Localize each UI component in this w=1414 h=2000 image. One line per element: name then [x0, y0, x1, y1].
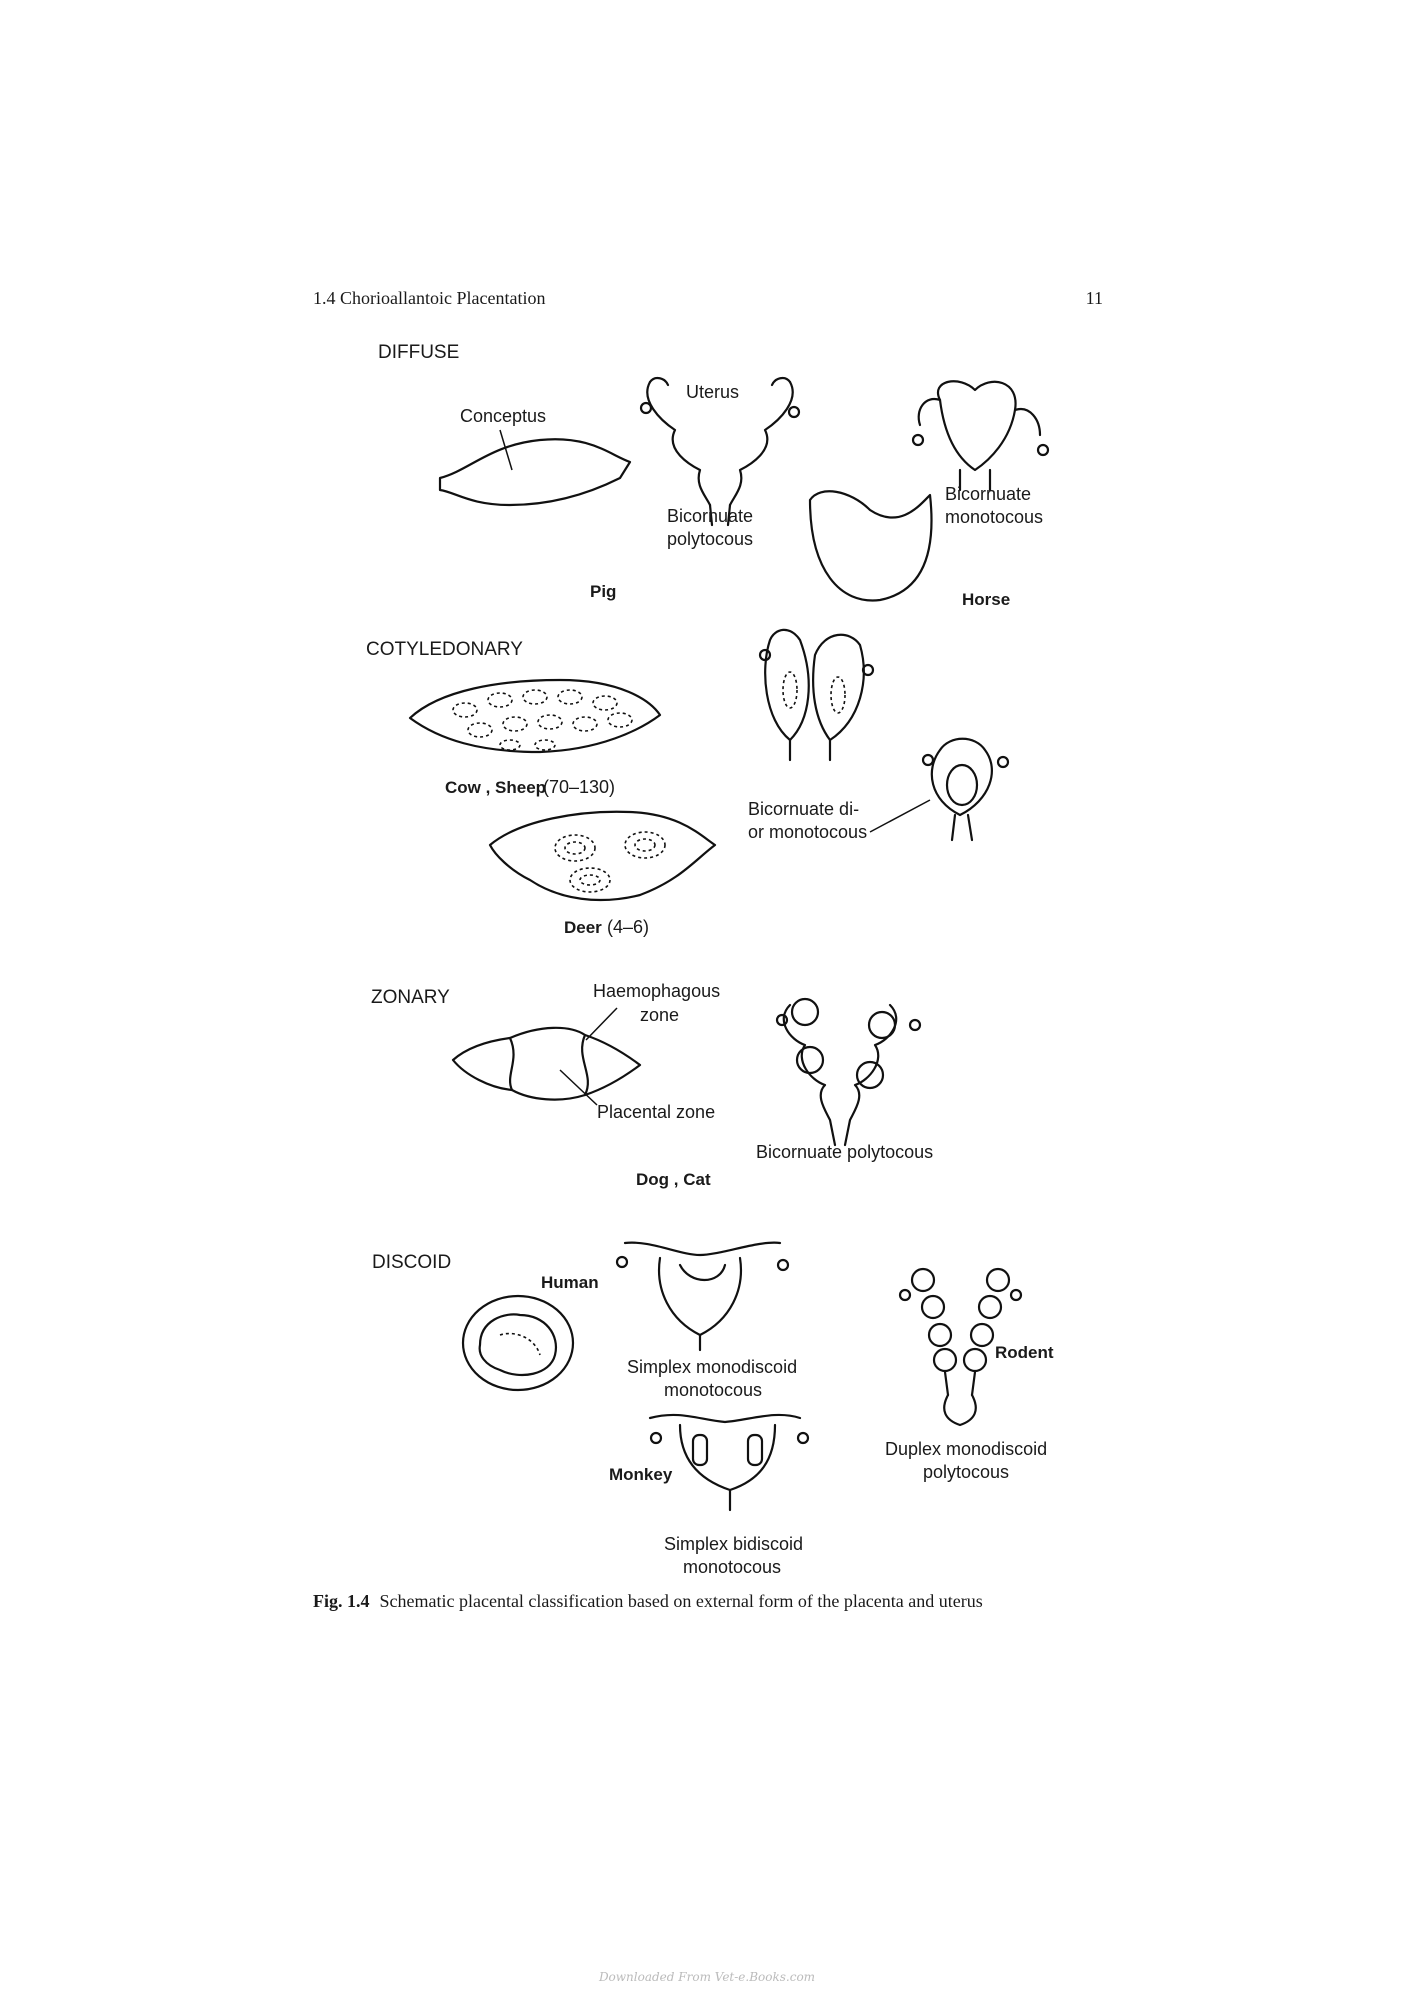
label-simplex-monodiscoid: Simplex monodiscoid: [627, 1357, 798, 1377]
simplex-monodiscoid-uterus-drawing: [617, 1243, 788, 1350]
animal-pig: Pig: [590, 582, 617, 601]
page-number: 11: [1085, 288, 1103, 308]
deer-count: (4–6): [607, 917, 650, 937]
animal-monkey: Monkey: [609, 1465, 673, 1484]
section-label-zonary: ZONARY: [371, 987, 450, 1008]
animal-dog-cat: Dog , Cat: [636, 1170, 711, 1189]
label-horse-bicornuate: Bicornuate: [945, 484, 1032, 504]
pointer-haemophagous: [586, 1008, 617, 1040]
label-horse-monotocous: monotocous: [945, 507, 1044, 527]
section-label-diffuse: DIFFUSE: [378, 342, 460, 363]
human-placenta-drawing: [463, 1296, 573, 1390]
label-haemophagous-zone: zone: [640, 1005, 680, 1025]
label-bicornuate-di: Bicornuate di-: [748, 799, 860, 819]
dog-cat-uterus-drawing: [777, 999, 920, 1145]
animal-deer: Deer: [564, 918, 602, 937]
animal-cow-sheep: Cow , Sheep: [445, 778, 547, 797]
cow-sheep-conceptus-drawing: [410, 680, 660, 752]
caption-text: Schematic placental classification based on external form of the placenta and uterus: [379, 1591, 983, 1611]
label-simplex-bidiscoid: Simplex bidiscoid: [664, 1534, 804, 1554]
label-placental-zone: Placental zone: [597, 1102, 716, 1122]
section-label-cotyledonary: COTYLEDONARY: [366, 639, 523, 660]
label-uterus: Uterus: [686, 382, 740, 402]
label-pig-bicornuate: Bicornuate: [667, 506, 754, 526]
simplex-bidiscoid-uterus-drawing: [650, 1415, 808, 1510]
label-duplex-monodiscoid: Duplex monodiscoid: [885, 1439, 1048, 1459]
label-conceptus: Conceptus: [460, 406, 547, 426]
horse-uterus-drawing: [913, 381, 1048, 490]
figure-caption: [313, 1591, 983, 1612]
cow-sheep-count: (70–130): [543, 777, 616, 797]
caption-label: Fig. 1.4: [313, 1591, 370, 1611]
animal-human: Human: [541, 1273, 599, 1292]
pig-conceptus-shape: [440, 439, 630, 505]
watermark: Downloaded From Vet-e.Books.com: [598, 1970, 816, 1984]
animal-rodent: Rodent: [995, 1343, 1054, 1362]
dog-cat-conceptus-drawing: [453, 1028, 640, 1100]
horse-conceptus-shape: [810, 491, 932, 600]
header-section-title: 1.4 Chorioallantoic Placentation: [313, 288, 546, 308]
cotyledonary-uterus-drawing-2: [923, 739, 1008, 840]
pointer-bicornuate-di: [870, 800, 930, 832]
cotyledonary-uterus-drawing-1: [760, 630, 873, 760]
label-haemophagous: Haemophagous: [593, 981, 721, 1001]
label-or-monotocous: or monotocous: [748, 822, 868, 842]
label-simplex-bi-monotocous: monotocous: [683, 1557, 782, 1577]
label-zonary-bicornuate-polytocous: Bicornuate polytocous: [756, 1142, 934, 1162]
section-label-discoid: DISCOID: [372, 1252, 452, 1273]
animal-horse: Horse: [962, 590, 1011, 609]
label-simplex-mono-monotocous: monotocous: [664, 1380, 763, 1400]
deer-conceptus-drawing: [490, 812, 715, 900]
label-duplex-polytocous: polytocous: [923, 1462, 1010, 1482]
label-pig-polytocous: polytocous: [667, 529, 754, 549]
